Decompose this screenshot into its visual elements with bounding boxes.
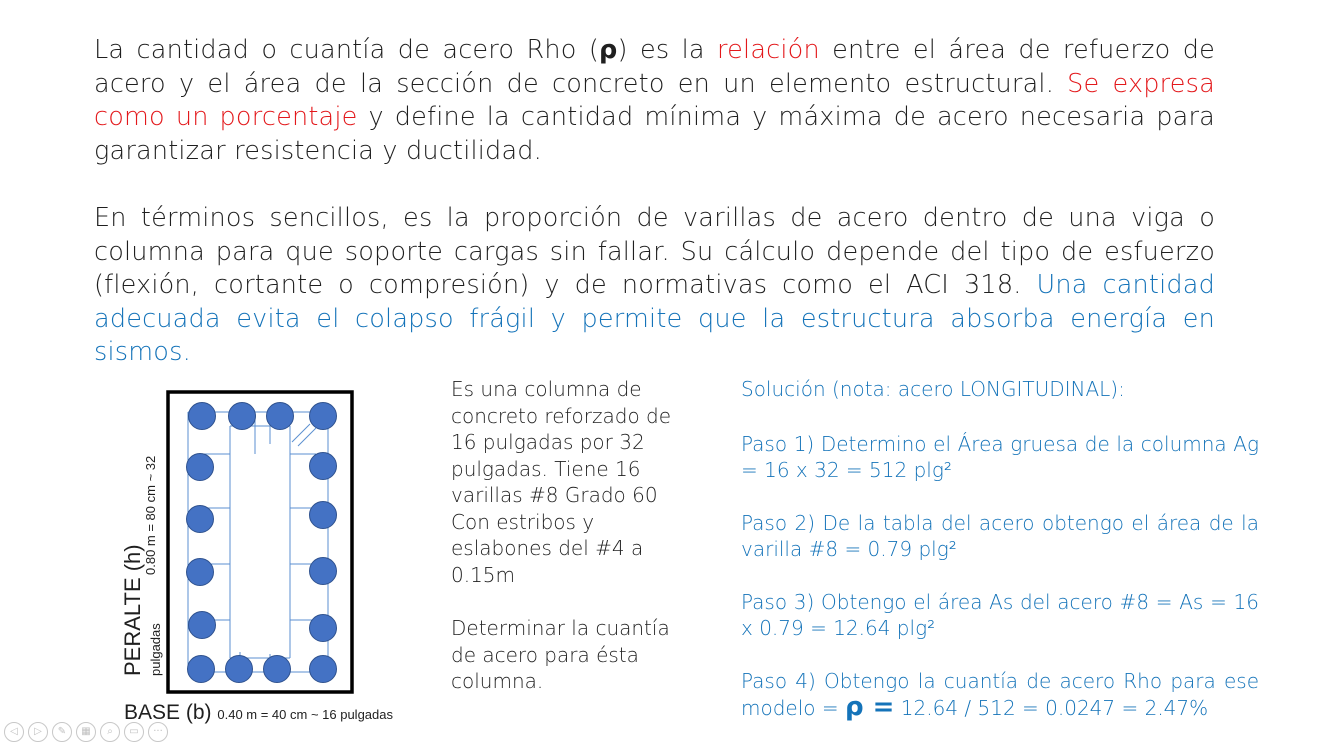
- definition-text: y define la cantidad mínima y máxima de acero necesaria para garantizar resistencia y ductilidad.: [94, 102, 1215, 166]
- rebar-circle: [189, 403, 216, 430]
- column-cross-section: [120, 384, 420, 729]
- stirrup-line: [292, 424, 310, 442]
- slides-icon[interactable]: ▦: [76, 722, 96, 742]
- rebar-circle: [264, 656, 291, 683]
- problem-statement: [451, 376, 676, 695]
- solution-step-2: Paso 2) De la tabla del acero obtengo el área de la varilla #8 = 0.79 plg²: [741, 510, 1259, 561]
- more-options-icon[interactable]: ···: [148, 722, 168, 742]
- rebar-circle: [226, 656, 253, 683]
- zoom-icon[interactable]: ⌕: [100, 722, 120, 742]
- rebar-circle: [229, 403, 256, 430]
- peralte-dimension: 0.80 m = 80 cm ~ 32: [143, 455, 158, 575]
- solution-step-1: Paso 1) Determino el Área gruesa de la columna Ag = 16 x 32 = 512 plg²: [741, 431, 1259, 482]
- rebar-circle: [310, 615, 337, 642]
- rebar-circle: [187, 506, 214, 533]
- rebar-circle: [189, 612, 216, 639]
- solution-step-3: Paso 3) Obtengo el área As del acero #8 = As = 16 x 0.79 = 12.64 plg²: [741, 589, 1259, 640]
- definition-text: entre el área de refuerzo de acero y el área de la sección de concreto en un elemento estructural.: [94, 35, 1215, 99]
- rebar-circle: [187, 454, 214, 481]
- seismic-highlight: Una cantidad adecuada evita el colapso frágil y permite que la estructura absorba energía en sismos.: [94, 270, 1215, 368]
- definition-paragraph: [94, 34, 1215, 168]
- previous-slide-icon[interactable]: ◁: [4, 722, 24, 742]
- rebar-circle: [310, 453, 337, 480]
- problem-description: Es una columna de concreto reforzado de 16 pulgadas por 32 pulgadas. Tiene 16 varillas #8 Grado 60 Con estribos y eslabones del #4 a 0.15m: [451, 377, 672, 587]
- rebar-circle: [187, 559, 214, 586]
- rebar-circle: [310, 558, 337, 585]
- solution-panel: [741, 376, 1259, 722]
- base-dimension: 0.40 m = 40 cm ~ 16 pulgadas: [217, 707, 393, 722]
- slide-navigation: [4, 722, 168, 742]
- subtitles-icon[interactable]: ▭: [124, 722, 144, 742]
- step-4-text: Paso 4) Obtengo la cuantía de acero Rho para ese modelo =: [741, 668, 1259, 720]
- rho-equals: ρ =: [844, 692, 895, 722]
- rho-symbol: ρ: [599, 35, 618, 65]
- solution-step-4: [741, 668, 1259, 722]
- pen-icon[interactable]: ✎: [52, 722, 72, 742]
- problem-task: Determinar la cuantía de acero para ésta columna.: [451, 616, 670, 693]
- peralte-label: PERALTE (h): [120, 544, 145, 676]
- explanation-paragraph: [94, 202, 1215, 370]
- rebar-circle: [188, 656, 215, 683]
- definition-text: La cantidad o cuantía de acero Rho (: [94, 35, 600, 65]
- column-outline: [168, 392, 352, 692]
- rebar-circle: [310, 403, 337, 430]
- rebar-circle: [310, 502, 337, 529]
- rebar-circle: [310, 656, 337, 683]
- pulgadas-label: pulgadas: [148, 623, 163, 676]
- relacion-highlight: relación: [717, 35, 820, 65]
- rebar-circle: [267, 403, 294, 430]
- definition-text: ) es la: [617, 35, 718, 65]
- base-title: BASE (b): [124, 701, 212, 724]
- column-section-diagram: [120, 384, 420, 729]
- next-slide-icon[interactable]: ▷: [28, 722, 48, 742]
- step-4-result: 12.64 / 512 = 0.0247 = 2.47%: [894, 696, 1209, 720]
- porcentaje-highlight: Se expresa como un porcentaje: [94, 68, 1215, 133]
- stirrup-line: [298, 428, 316, 446]
- solution-title: Solución (nota: acero LONGITUDINAL):: [741, 377, 1125, 401]
- explanation-text: En términos sencillos, es la proporción de varillas de acero dentro de una viga o columna para que soporte cargas sin fallar. Su cálculo depende del tipo de esfuerzo (flexión, cortante o compresión) y de normativas como el ACI 318.: [94, 203, 1215, 301]
